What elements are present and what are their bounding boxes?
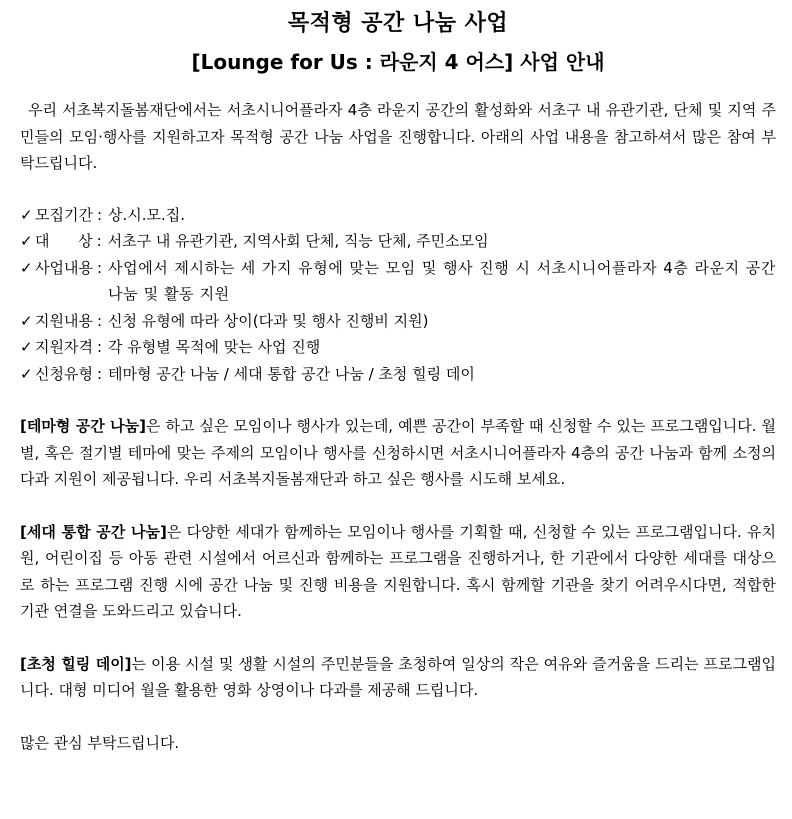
section-body: 은 하고 싶은 모임이나 행사가 있는데, 예쁜 공간이 부족할 때 신청할 수 있는 프로그램입니다. 월별, 혹은 절기별 테마에 맞는 주제의 모임이나 행사를 신청하시면 서초시니어플라자 4층의 공간 나눔과 함께 소정의 다과 지원이 제공됩니다. 우리 서초복지돌봄재단과 하고 싶은 행사를 시도해 보세요.: [20, 417, 776, 488]
list-item-label: 지원내용: [35, 311, 93, 330]
list-item-label: 신청유형: [35, 364, 93, 383]
list-item-separator: :: [96, 311, 103, 330]
document-page: [0, 10, 792, 819]
list-item-value: 테마형 공간 나눔 / 세대 통합 공간 나눔 / 초청 힐링 데이: [108, 364, 475, 383]
check-icon: ✓: [20, 311, 33, 330]
document-title: 목적형 공간 나눔 사업: [287, 11, 509, 36]
section-theme-space: [20, 413, 776, 493]
list-item-separator: :: [96, 338, 103, 356]
intro-paragraph: 우리 서초복지돌봄재단에서는 서초시니어플라자 4층 라운지 공간의 활성화와 서초구 내 유관기관, 단체 및 지역 주민들의 모임·행사를 지원하고자 목적형 공간 나눔 사업을 진행합니다. 아래의 사업 내용을 참고하셔서 많은 참여 부탁드립니다.: [20, 101, 776, 172]
list-item-value: 각 유형별 목적에 맞는 사업 진행: [108, 338, 321, 356]
list-item-recruit-period: [20, 202, 776, 229]
check-icon: ✓: [20, 205, 33, 224]
list-item-eligibility: [20, 334, 776, 361]
section-intergenerational-space: [20, 519, 776, 625]
closing-text: 많은 관심 부탁드립니다.: [20, 733, 180, 752]
list-item-separator: :: [96, 364, 103, 383]
list-item-separator: :: [96, 258, 103, 277]
section-heading: [테마형 공간 나눔]: [20, 417, 147, 435]
section-body: 은 다양한 세대가 함께하는 모임이나 행사를 기획할 때, 신청할 수 있는 프로그램입니다. 유치원, 어린이집 등 아동 관련 시설에서 어르신과 함께하는 프로그램을 진행하거나, 한 기관에서 다양한 세대를 대상으로 하는 프로그램 진행 시에 공간 나눔 및 진행 비용을 지원합니다. 혹시 함께할 기관을 찾기 어려우시다면, 적합한 기관 연결을 도와드리고 있습니다.: [20, 522, 776, 620]
list-item-label: 사업내용: [35, 258, 93, 277]
section-heading: [세대 통합 공간 나눔]: [20, 522, 167, 541]
list-item-value: 서초구 내 유관기관, 지역사회 단체, 직능 단체, 주민소모임: [107, 232, 489, 250]
check-icon: ✓: [20, 364, 33, 383]
list-item-separator: :: [96, 232, 102, 250]
list-item-label: 대 상: [35, 232, 93, 250]
list-item-label: 모집기간: [35, 205, 93, 224]
list-item-value: 사업에서 제시하는 세 가지 유형에 맞는 모임 및 행사 진행 시 서초시니어플라자 4층 라운지 공간 나눔 및 활동 지원: [108, 258, 776, 303]
section-heading: [초청 힐링 데이]: [20, 654, 132, 673]
list-item-value: 상.시.모.집.: [108, 205, 186, 224]
document-subtitle: [Lounge for Us : 라운지 4 어스] 사업 안내: [191, 50, 605, 74]
check-icon: ✓: [20, 258, 33, 277]
list-item-value: 신청 유형에 따라 상이(다과 및 행사 진행비 지원): [108, 311, 429, 330]
list-item-target: [20, 228, 776, 255]
check-icon: ✓: [20, 338, 33, 356]
list-item-business-content: [20, 255, 776, 308]
list-item-support-content: [20, 308, 776, 335]
check-icon: ✓: [20, 232, 33, 250]
list-item-label: 지원자격: [35, 338, 93, 356]
list-item-separator: :: [96, 205, 103, 224]
info-list: [20, 202, 776, 388]
section-healing-day: [20, 651, 776, 704]
section-body: 는 이용 시설 및 생활 시설의 주민분들을 초청하여 일상의 작은 여유와 즐거움을 드리는 프로그램입니다. 대형 미디어 월을 활용한 영화 상영이나 다과를 제공해 드립니다.: [20, 654, 776, 699]
list-item-application-type: [20, 361, 776, 388]
